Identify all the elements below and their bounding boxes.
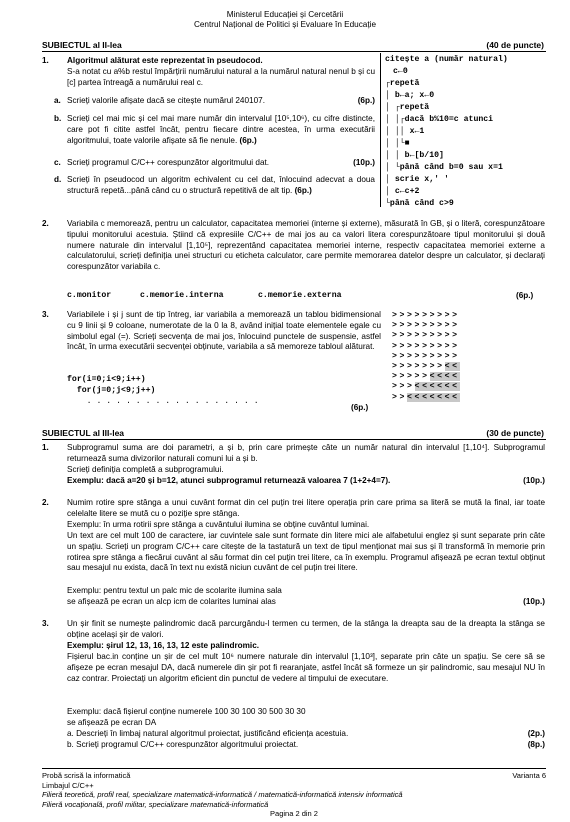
code-line: │ ┌repetă <box>385 103 430 112</box>
s3q2-p3: Un text are cel mult 100 de caractere, iar cuvintele sale sunt formate din litere mici ale alfabetului englez și sunt separate prin câte un spațiu. Scrieți un program C/C++ care citește de la tastatură un text de tipul menționat mai sus și îl transformă în memorie prin rotirea spre stânga a fiecărui cuvânt al său format din cel puțin trei litere, ca în exemplu. Programul afișează pe ecran textul obținut sau mesajul nu exista, dacă în text nu există niciun cuvânt de cel puțin trei litere. <box>67 531 545 573</box>
grid-cell: > <box>437 331 445 341</box>
grid-cell: < <box>437 382 445 392</box>
grid-row <box>392 352 460 362</box>
grid-row <box>392 382 460 392</box>
grid-cell: > <box>437 311 445 320</box>
grid-cell: > <box>399 351 408 361</box>
grid-row <box>392 362 460 372</box>
section-3-header <box>42 428 546 440</box>
grid-cell: > <box>407 321 415 331</box>
points: (6p.) <box>357 96 375 105</box>
grid-cell: < <box>444 361 453 371</box>
points: (10p.) <box>523 476 545 485</box>
grid-cell: < <box>452 382 460 392</box>
q3-text: Variabilele i și j sunt de tip întreg, iar variabila a memorează un tablou bidimensional cu 9 linii și 9 coloane, numerotate de la 0 la 8, având inițial toate elementele egale cu simbolul egal (=). Scrieți secvența de mai jos, înlocuind punctele de suspensie, astfel încât, în urma executării secvenței obținute, variabila a să memoreze tabloul alăturat. <box>67 310 381 352</box>
item-number: 3. <box>42 619 49 628</box>
grid-cell: > <box>399 341 408 351</box>
code-line: ┌repetă <box>385 79 420 88</box>
grid-cell: > <box>399 361 408 371</box>
code-line: │ │ b←[b/10] <box>385 151 444 160</box>
pseudocode-box <box>380 53 545 207</box>
section-2-header <box>42 40 546 52</box>
grid-cell: > <box>444 311 453 320</box>
grid-cell: > <box>407 372 415 382</box>
points: (8p.) <box>527 740 545 749</box>
grid-cell: > <box>414 331 423 341</box>
grid-cell: > <box>429 361 438 371</box>
points: (10p.) <box>523 597 545 606</box>
section-title: SUBIECTUL al II-lea <box>42 40 122 50</box>
grid-cell: > <box>429 331 438 341</box>
code-line: │ │┌dacă b%10=c atunci <box>385 115 494 124</box>
grid-cell: < <box>414 392 423 402</box>
grid-cell: > <box>392 321 400 331</box>
q1b-text: Scrieți cel mai mic și cel mai mare număr din intervalul [10⁵,10⁶), cu cifre distincte, care pot fi citite astfel încât, pentru fiecare dintre acestea, în urma executării algoritmului, toate valorile afișate să fie nenule. <box>67 114 375 145</box>
grid-row <box>392 331 460 341</box>
points: (6p.) <box>516 291 534 300</box>
points: (10p.) <box>353 158 375 167</box>
grid-cell: < <box>444 392 453 402</box>
q1-title: Algoritmul alăturat este reprezentat în pseudocod. <box>67 56 263 65</box>
q1d-text: Scrieți în pseudocod un algoritm echivalent cu cel dat, înlocuind adecvat a doua structură repetă...până când cu o structură repetitivă de alt tip. <box>67 175 375 195</box>
grid-row <box>392 321 460 331</box>
grid-cell: > <box>429 311 438 320</box>
item-label: a. <box>54 96 61 105</box>
footer-exam: Probă scrisă la informatică <box>42 771 131 780</box>
grid-cell: > <box>422 351 430 361</box>
grid-cell: < <box>429 382 438 392</box>
s3q2-p5 <box>67 597 545 608</box>
grid-cell: > <box>452 341 460 351</box>
page-number: Pagina 2 din 2 <box>270 809 318 819</box>
footer-language: Limbajul C/C++ <box>42 780 94 790</box>
item-label: b. <box>54 114 62 123</box>
grid-cell: > <box>422 341 430 351</box>
code-line: │ ││ x←1 <box>385 127 425 136</box>
code-line: citește a (număr natural) <box>385 55 508 64</box>
grid-row <box>392 311 460 321</box>
grid-cell: > <box>414 351 423 361</box>
s3q3-p1: Un șir finit se numește palindromic dacă parcurgându-l termen cu termen, de la stânga la dreapta sau de la dreapta la stânga se obține același șir de valori. <box>67 619 545 639</box>
grid-cell: > <box>422 311 430 320</box>
s3q3-p2: Exemplu: șirul 12, 13, 16, 13, 12 este palindromic. <box>67 641 260 650</box>
grid-cell: > <box>399 321 408 331</box>
grid-cell: > <box>414 341 423 351</box>
grid-cell: > <box>429 341 438 351</box>
grid-cell: > <box>452 321 460 331</box>
s3q2-p2: Exemplu: în urma rotirii spre stânga a cuvântului ilumina se obține cuvântul luminai. <box>67 520 370 529</box>
grid-cell: > <box>444 331 453 341</box>
grid-cell: > <box>414 372 423 382</box>
example-text: Exemplu: dacă a=20 și b=12, atunci subprogramul returnează valoarea 7 (1+2+4=7). <box>67 476 391 485</box>
grid-cell: > <box>392 361 400 371</box>
grid-cell: > <box>422 372 430 382</box>
q1b <box>67 114 375 146</box>
code-line: │ scrie x,' ' <box>385 175 449 184</box>
grid-cell: < <box>452 372 460 382</box>
s3q1-example <box>67 476 545 487</box>
footer-track-2: Filieră vocațională, profil militar, specializare matematică-informatică <box>42 799 269 809</box>
grid-cell: > <box>422 331 430 341</box>
s3q2-p1: Numim rotire spre stânga a unui cuvânt format din cel puțin trei litere operația prin care prima sa literă se mută la final, iar toate celelalte litere se mută cu o poziție spre stânga. <box>67 498 545 518</box>
grid-cell: > <box>392 372 400 382</box>
grid-cell: > <box>399 382 408 392</box>
subitem-text: b. Scrieți programul C/C++ corespunzător algoritmului proiectat. <box>67 740 299 749</box>
s3q3-p3: Fișierul bac.in conține un șir de cel mult 10⁶ numere naturale din intervalul [1,10³], separate prin câte un spațiu. Se cere să se afișeze pe ecran mesajul DA, dacă numerele din șir pot fi rearanjate, astfel încât să formeze un șir palindromic, sau mesajul NU în caz contrar. Proiectați un algoritm eficient din punctul de vedere al timpului de executare. <box>67 652 545 683</box>
points: (2p.) <box>527 729 545 738</box>
points: (6p.) <box>239 135 257 145</box>
s3q1-text: Subprogramul suma are doi parametri, a și b, prin care primește câte un număr natural din intervalul [1,10⁴]. Subprogramul returnează suma divizorilor naturali comuni lui a și b. <box>67 443 545 463</box>
item-number: 2. <box>42 219 49 228</box>
grid-cell: > <box>437 361 445 371</box>
points: (6p.) <box>294 185 312 195</box>
grid-cell: > <box>392 392 400 402</box>
code-line: c←0 <box>393 67 408 76</box>
s3q3-b <box>67 740 545 751</box>
expression: c.monitor <box>67 291 112 300</box>
code-placeholder: . . . . . . . . . . . . . . . . . . <box>67 397 259 406</box>
grid-cell: > <box>429 351 438 361</box>
grid-cell: > <box>392 331 400 341</box>
item-number: 3. <box>42 310 49 319</box>
code-line: │ │└■ <box>385 139 410 148</box>
footer-variant: Varianta 6 <box>512 771 546 780</box>
q1-intro: S-a notat cu a%b restul împărțirii numărului natural a la numărul natural nenul b și cu [c] partea întreagă a numărului real c. <box>67 67 375 87</box>
grid-cell: > <box>414 361 423 371</box>
subitem-text: a. Descrieți în limbaj natural algoritmul proiectat, justificând eficiența acestuia. <box>67 729 349 738</box>
item-number: 2. <box>42 498 49 507</box>
array-grid <box>392 311 460 403</box>
grid-cell: > <box>407 382 415 392</box>
s3q3-p5: se afișează pe ecran DA <box>67 718 157 727</box>
grid-cell: < <box>422 392 430 402</box>
grid-cell: < <box>407 392 415 402</box>
grid-cell: > <box>407 341 415 351</box>
grid-cell: > <box>407 351 415 361</box>
example-output: se afișează pe ecran un alcp icm de colarites luminai alas <box>67 597 276 606</box>
page-header <box>0 10 570 31</box>
q1d <box>67 175 375 197</box>
grid-cell: > <box>392 382 400 392</box>
item-number: 1. <box>42 56 49 65</box>
grid-cell: > <box>407 311 415 320</box>
q1c-text: Scrieți programul C/C++ corespunzător algoritmului dat. <box>67 158 270 167</box>
grid-cell: > <box>444 351 453 361</box>
grid-row <box>392 393 460 403</box>
section-points: (30 de puncte) <box>486 428 544 438</box>
grid-cell: > <box>414 311 423 320</box>
q1a-text: Scrieți valorile afișate dacă se citește numărul 240107. <box>67 96 265 105</box>
grid-cell: < <box>429 372 438 382</box>
section-title: SUBIECTUL al III-lea <box>42 428 125 438</box>
grid-cell: > <box>452 351 460 361</box>
page-footer <box>42 768 546 819</box>
grid-cell: < <box>452 361 460 371</box>
section-points: (40 de puncte) <box>486 40 544 50</box>
item-label: d. <box>54 175 62 184</box>
grid-cell: > <box>407 331 415 341</box>
grid-cell: > <box>399 392 408 402</box>
grid-cell: > <box>429 321 438 331</box>
grid-cell: > <box>422 321 430 331</box>
grid-cell: > <box>392 351 400 361</box>
grid-cell: > <box>444 321 453 331</box>
grid-cell: < <box>452 392 460 402</box>
grid-cell: > <box>437 321 445 331</box>
grid-cell: < <box>422 382 430 392</box>
grid-cell: < <box>437 392 445 402</box>
expression: c.memorie.interna <box>140 291 224 300</box>
grid-cell: > <box>452 331 460 341</box>
code-line: │ b←a; x←0 <box>385 91 435 100</box>
code-line: │ c←c+2 <box>385 187 420 196</box>
grid-cell: > <box>422 361 430 371</box>
grid-cell: < <box>429 392 438 402</box>
s3q3-a <box>67 729 545 740</box>
ministry-name: Ministerul Educației și Cercetării <box>226 10 344 19</box>
footer-track-1: Filieră teoretică, profil real, specializare matematică-informatică / matematică-informatică intensiv informatică <box>42 790 403 800</box>
expression: c.memorie.externa <box>258 291 342 300</box>
grid-cell: > <box>399 372 408 382</box>
grid-cell: > <box>407 361 415 371</box>
grid-row <box>392 372 460 382</box>
s3q1-text2: Scrieți definiția completă a subprogramului. <box>67 465 224 474</box>
grid-cell: > <box>399 311 408 320</box>
grid-cell: > <box>414 321 423 331</box>
code-line: └până când c>9 <box>385 199 454 208</box>
grid-cell: < <box>437 372 445 382</box>
item-number: 1. <box>42 443 49 452</box>
grid-cell: < <box>444 382 453 392</box>
grid-cell: > <box>437 351 445 361</box>
s3q3-p4: Exemplu: dacă fișierul conține numerele 100 30 100 30 500 30 30 <box>67 707 306 716</box>
q2-text: Variabila c memorează, pentru un calculator, capacitatea memoriei (interne și externe), măsurată în GB, și o literă, corespunzătoare tipului monitorului acestuia. Știind că expresiile C/C++ de mai jos au ca valori litera corespunzătoare tipul monitorului și două numere naturale din intervalul [1,10⁵], reprezentând capacitatea memoriei interne, respectiv capacitatea memoriei externe a calculatorului, scrieți definiția unei structuri cu eticheta calculator, care permite memorarea datelor despre un calculator, și declarați corespunzător variabila c. <box>67 219 545 272</box>
grid-cell: < <box>444 372 453 382</box>
grid-cell: > <box>452 311 460 320</box>
item-label: c. <box>54 158 61 167</box>
q1c <box>67 158 375 169</box>
center-name: Centrul Național de Politici și Evaluare în Educație <box>193 20 377 30</box>
grid-cell: > <box>399 331 408 341</box>
code-line: for(i=0;i<9;i++) <box>67 375 146 384</box>
grid-cell: > <box>437 341 445 351</box>
s3q2-p4: Exemplu: pentru textul un palc mic de scolarite ilumina sala <box>67 586 282 595</box>
q1a <box>67 96 375 107</box>
points: (6p.) <box>351 403 369 412</box>
code-line: for(j=0;j<9;j++) <box>67 386 156 395</box>
grid-cell: < <box>414 382 423 392</box>
grid-cell: > <box>444 341 453 351</box>
grid-row <box>392 342 460 352</box>
grid-cell: > <box>392 341 400 351</box>
grid-cell: > <box>392 311 400 320</box>
code-line: │ └până când b=0 sau x=1 <box>385 163 503 172</box>
